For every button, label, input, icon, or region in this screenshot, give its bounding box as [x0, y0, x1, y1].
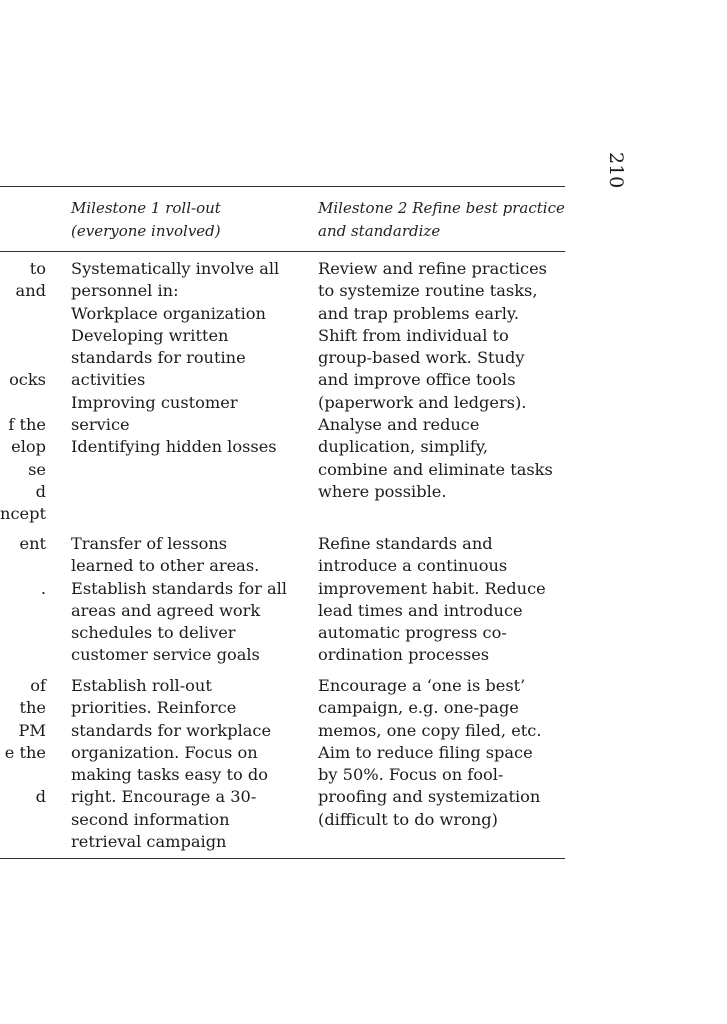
page-number: 210 [605, 152, 627, 189]
row-2-milestone-1-cell: Transfer of lessons learned to other areas. Establish standards for all areas and agreed work schedules to deliver customer service goals [71, 534, 287, 665]
table-bottom-rule [0, 858, 565, 859]
table-top-rule [0, 186, 565, 187]
header-milestone-1: Milestone 1 roll-out (everyone involved) [71, 199, 221, 240]
row-1-milestone-1-cell: Systematically involve all personnel in: Workplace organization Developing written standards for routine activities Improving customer service Identifying hidden losses [71, 259, 280, 457]
row-3-milestone-1-cell: Establish roll-out priorities. Reinforce standards for workplace organization. Focus on making tasks easy to do right. Encourage a 30- second information retrieval campaign [71, 676, 272, 852]
row-2-milestone-2-cell: Refine standards and introduce a continuous improvement habit. Reduce lead times and introduce automatic progress co- ordination processes [318, 534, 546, 665]
row-1-truncated-cell: to and ocks f the elop se d ncept [0, 259, 46, 524]
row-3-truncated-cell: of the PM e the d [4, 676, 46, 807]
table-header-rule [0, 251, 565, 252]
row-3-milestone-2-cell: Encourage a ‘one is best’ campaign, e.g. one-page memos, one copy filed, etc. Aim to reduce filing space by 50%. Focus on fool- proofing and systemization (difficult to do wrong) [318, 676, 542, 829]
header-milestone-2: Milestone 2 Refine best practice and standardize [318, 199, 565, 240]
row-2-truncated-cell: ent . [19, 534, 46, 598]
row-1-milestone-2-cell: Review and refine practices to systemize routine tasks, and trap problems early. Shift from individual to group-based work. Study and improve office tools (paperwork and ledgers). Analyse and reduce duplication, simplify, combine and eliminate tasks where possible. [318, 259, 553, 501]
